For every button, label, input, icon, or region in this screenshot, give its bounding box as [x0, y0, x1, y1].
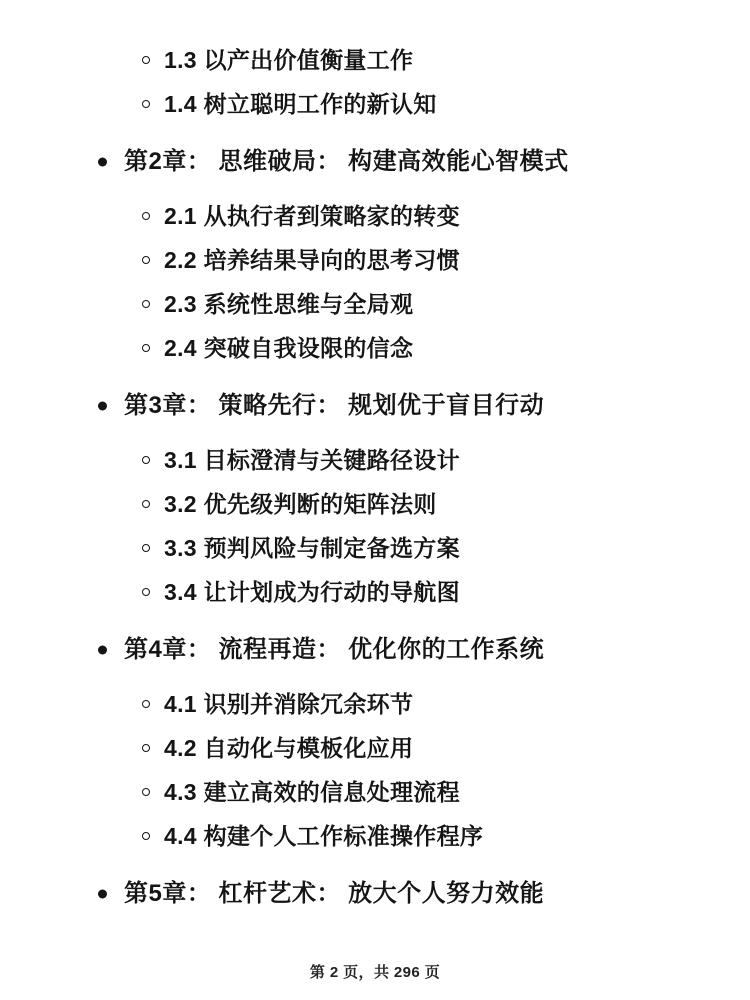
toc-section-entry: [60, 246, 460, 273]
circle-hollow-bullet-icon: [142, 588, 150, 596]
list-item[interactable]: [60, 628, 690, 672]
list-item[interactable]: [60, 384, 690, 428]
circle-hollow-bullet-icon: [142, 788, 150, 796]
toc-entry-label: 3.1 目标澄清与关键路径设计: [164, 446, 460, 473]
list-item[interactable]: [60, 726, 690, 770]
list-item[interactable]: [60, 814, 690, 858]
table-of-contents-list: [60, 38, 690, 916]
toc-section-entry: [60, 334, 414, 361]
list-item[interactable]: [60, 482, 690, 526]
toc-section-entry: [60, 534, 460, 561]
toc-entry-label: 3.4 让计划成为行动的导航图: [164, 578, 460, 605]
toc-entry-label: 1.4 树立聪明工作的新认知: [164, 90, 437, 117]
toc-section-entry: [60, 202, 460, 229]
list-item[interactable]: [60, 770, 690, 814]
toc-entry-label: 1.3 以产出价值衡量工作: [164, 46, 414, 73]
circle-hollow-bullet-icon: [142, 344, 150, 352]
circle-filled-bullet-icon: [98, 890, 107, 899]
toc-section-entry: [60, 822, 484, 849]
toc-entry-label: 第3章： 策略先行： 规划优于盲目行动: [124, 392, 545, 419]
toc-chapter-entry: [60, 150, 569, 174]
toc-section-entry: [60, 90, 437, 117]
toc-entry-label: 2.4 突破自我设限的信念: [164, 334, 414, 361]
toc-chapter-entry: [60, 394, 544, 418]
circle-hollow-bullet-icon: [142, 700, 150, 708]
list-item[interactable]: [60, 570, 690, 614]
toc-section-entry: [60, 690, 414, 717]
circle-hollow-bullet-icon: [142, 744, 150, 752]
list-item[interactable]: [60, 326, 690, 370]
circle-filled-bullet-icon: [98, 158, 107, 167]
toc-entry-label: 3.2 优先级判断的矩阵法则: [164, 490, 437, 517]
spacer: [60, 672, 690, 682]
page-footer: 第 2 页，共 296 页: [309, 964, 441, 981]
circle-hollow-bullet-icon: [142, 500, 150, 508]
spacer: [60, 614, 690, 628]
toc-section-entry: [60, 778, 460, 805]
spacer: [60, 184, 690, 194]
spacer: [60, 858, 690, 872]
toc-chapter-entry: [60, 638, 544, 662]
toc-entry-label: 2.1 从执行者到策略家的转变: [164, 202, 460, 229]
toc-entry-label: 第2章： 思维破局： 构建高效能心智模式: [124, 148, 569, 175]
list-item[interactable]: [60, 238, 690, 282]
list-item[interactable]: [60, 526, 690, 570]
list-item[interactable]: [60, 194, 690, 238]
circle-hollow-bullet-icon: [142, 212, 150, 220]
circle-hollow-bullet-icon: [142, 300, 150, 308]
list-item[interactable]: [60, 38, 690, 82]
list-item[interactable]: [60, 282, 690, 326]
toc-entry-label: 2.2 培养结果导向的思考习惯: [164, 246, 460, 273]
toc-section-entry: [60, 578, 460, 605]
toc-section-entry: [60, 290, 414, 317]
toc-entry-label: 第4章： 流程再造： 优化你的工作系统: [124, 636, 545, 663]
circle-hollow-bullet-icon: [142, 56, 150, 64]
toc-section-entry: [60, 490, 437, 517]
spacer: [60, 370, 690, 384]
circle-hollow-bullet-icon: [142, 544, 150, 552]
toc-chapter-entry: [60, 882, 544, 906]
list-item[interactable]: [60, 682, 690, 726]
list-item[interactable]: [60, 872, 690, 916]
list-item[interactable]: [60, 140, 690, 184]
circle-hollow-bullet-icon: [142, 256, 150, 264]
circle-hollow-bullet-icon: [142, 456, 150, 464]
toc-entry-label: 2.3 系统性思维与全局观: [164, 290, 414, 317]
spacer: [60, 126, 690, 140]
toc-section-entry: [60, 446, 460, 473]
circle-hollow-bullet-icon: [142, 100, 150, 108]
circle-filled-bullet-icon: [98, 402, 107, 411]
circle-hollow-bullet-icon: [142, 832, 150, 840]
toc-section-entry: [60, 46, 414, 73]
toc-section-entry: [60, 734, 414, 761]
toc-entry-label: 第5章： 杠杆艺术： 放大个人努力效能: [124, 880, 545, 907]
list-item[interactable]: [60, 438, 690, 482]
toc-entry-label: 4.3 建立高效的信息处理流程: [164, 778, 460, 805]
spacer: [60, 428, 690, 438]
circle-filled-bullet-icon: [98, 646, 107, 655]
toc-entry-label: 3.3 预判风险与制定备选方案: [164, 534, 460, 561]
list-item[interactable]: [60, 82, 690, 126]
toc-entry-label: 4.1 识别并消除冗余环节: [164, 690, 414, 717]
toc-entry-label: 4.4 构建个人工作标准操作程序: [164, 822, 484, 849]
toc-entry-label: 4.2 自动化与模板化应用: [164, 734, 414, 761]
